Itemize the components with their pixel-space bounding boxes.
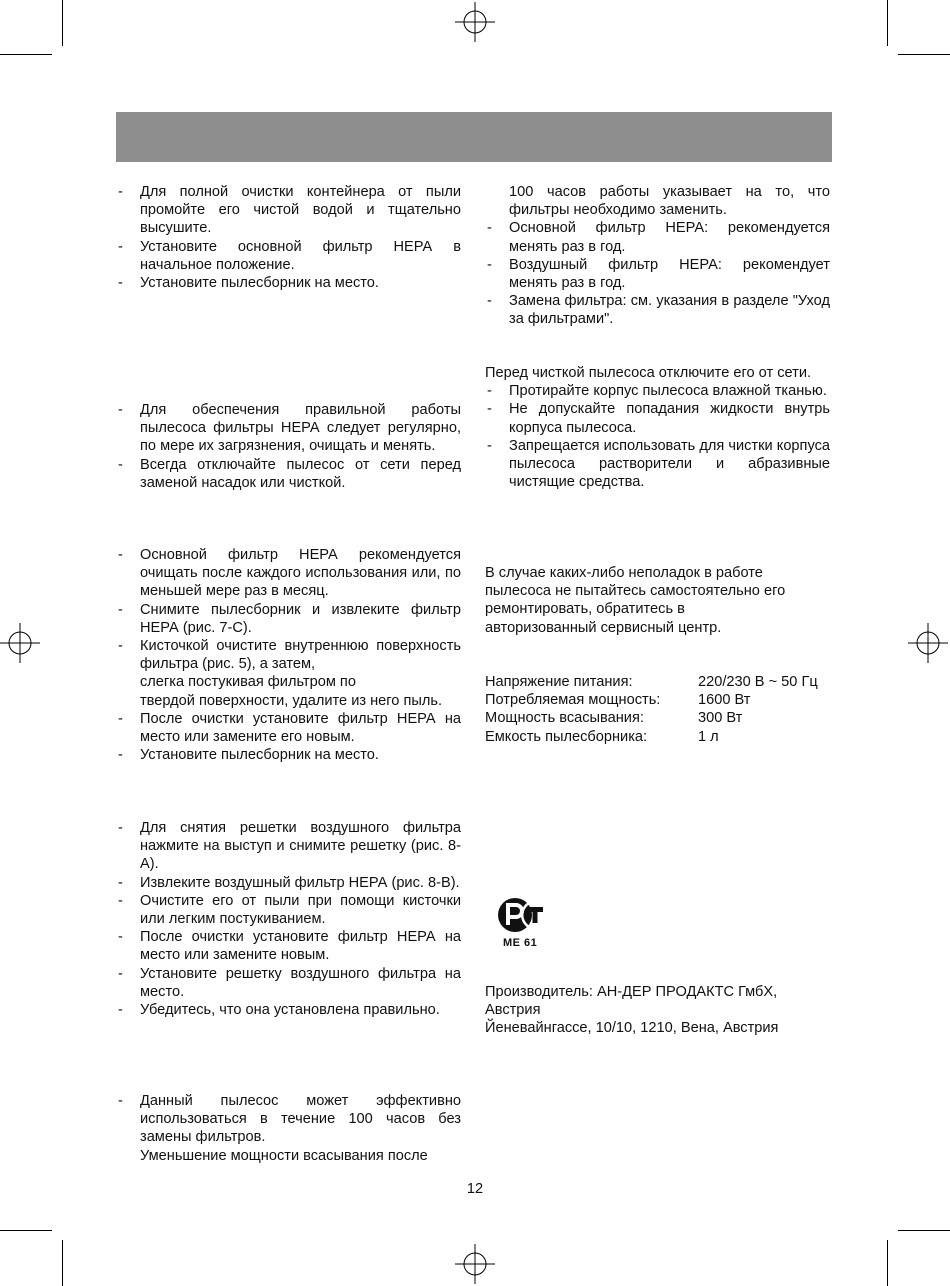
- list-item: - После очистки установите фильтр НЕРА на место или замените новым.: [116, 928, 461, 964]
- crop-mark: [898, 54, 950, 55]
- left-block-5: [116, 1092, 461, 1165]
- list-item-continuation: Уменьшение мощности всасывания после: [140, 1147, 428, 1164]
- crop-mark: [62, 1240, 63, 1286]
- text-line: авторизованный сервисный центр.: [485, 619, 722, 636]
- registration-mark-icon: [455, 1244, 495, 1284]
- header-banner: [116, 112, 832, 162]
- list-item: - Убедитесь, что она установлена правильно.: [116, 1001, 461, 1019]
- list-item: - Установите пылесборник на место.: [116, 274, 461, 292]
- registration-mark-icon: [0, 623, 40, 663]
- spec-label: Емкость пылесборника:: [485, 728, 648, 745]
- spec-label: Напряжение питания:: [485, 674, 633, 690]
- service-text: [485, 564, 830, 637]
- spec-label: Мощность всасывания:: [485, 710, 644, 727]
- rst-mark-icon: [497, 895, 545, 935]
- cert-code: ME 61: [503, 937, 538, 949]
- list-item: - Установите пылесборник на место.: [116, 746, 461, 764]
- list-item: - Очистите его от пыли при помощи кисточки или легким постукиванием.: [116, 892, 461, 928]
- list-item: - Не допускайте попадания жидкости внутрь корпуса пылесоса.: [485, 400, 830, 436]
- right-block-1: [485, 183, 830, 329]
- list-item: - Для снятия решетки воздушного фильтра нажмите на выступ и снимите решетку (рис. 8-А).: [116, 819, 461, 874]
- spec-value: 1 л: [698, 728, 719, 745]
- crop-mark: [0, 54, 52, 55]
- registration-mark-icon: [908, 623, 948, 663]
- list-item: - После очистки установите фильтр НЕРА на место или замените его новым.: [116, 710, 461, 746]
- list-item: - Основной фильтр НЕРА: рекомендуется менять раз в год.: [485, 219, 830, 255]
- list-item: - Установите решетку воздушного фильтра на место.: [116, 965, 461, 1001]
- list-item: - Замена фильтра: см. указания в разделе "Уход за фильтрами".: [485, 292, 830, 328]
- spec-row: [485, 728, 830, 746]
- certification-logo: [497, 895, 545, 953]
- list-item: - Установите основной фильтр НЕРА в начальное положение.: [116, 238, 461, 274]
- list-item-continuation: 100 часов работы указывает на то, что фильтры необходимо заменить.: [509, 184, 830, 219]
- left-block-4: [116, 819, 461, 1019]
- text-line: В случае каких-либо неполадок в работе: [485, 565, 763, 581]
- spec-value: 300 Вт: [698, 710, 743, 727]
- crop-mark: [898, 1230, 950, 1231]
- list-item: - Для обеспечения правильной работы пылесоса фильтры НЕРА следует регулярно, по мере их загрязнения, очищать и менять.: [116, 401, 461, 456]
- spec-row: [485, 691, 830, 709]
- spec-value: 220/230 В ~ 50 Гц: [698, 674, 818, 690]
- list-item: - Воздушный фильтр НЕРА: рекомендует менять раз в год.: [485, 256, 830, 292]
- crop-mark: [887, 1240, 888, 1286]
- list-item: - Основной фильтр НЕРА рекомендуется очищать после каждого использования или, по меньшей мере раз в месяц.: [116, 546, 461, 601]
- list-item-continuation: твердой поверхности, удалите из него пыль.: [140, 692, 443, 709]
- text-line: Йеневайнгассе, 10/10, 1210, Вена, Австрия: [485, 1020, 779, 1037]
- list-item-continuation: слегка постукивая фильтром по: [140, 674, 356, 691]
- list-item: - Запрещается использовать для чистки корпуса пылесоса растворители и абразивные чистящие средства.: [485, 437, 830, 492]
- text-line: ремонтировать, обратитесь в: [485, 601, 685, 618]
- spec-row: [485, 709, 830, 727]
- crop-mark: [887, 0, 888, 46]
- text-line: пылесоса не пытайтесь самостоятельно его: [485, 583, 786, 600]
- list-item: - Извлеките воздушный фильтр НЕРА (рис. 8-В).: [116, 874, 461, 892]
- crop-mark: [0, 1230, 52, 1231]
- right-block-2: [485, 364, 830, 491]
- spec-label: Потребляемая мощность:: [485, 692, 661, 709]
- left-block-3: [116, 546, 461, 764]
- text-line: Австрия: [485, 1002, 541, 1019]
- crop-mark: [62, 0, 63, 46]
- registration-mark-icon: [455, 2, 495, 42]
- page-number: 12: [466, 1181, 484, 1197]
- text-line: Производитель: АН-ДЕР ПРОДАКТС ГмбХ,: [485, 984, 778, 1000]
- spec-row: [485, 673, 830, 691]
- manufacturer-info: [485, 983, 845, 1038]
- left-block-1: [116, 183, 461, 292]
- list-item: - Всегда отключайте пылесос от сети перед заменой насадок или чисткой.: [116, 456, 461, 492]
- cleaning-intro: Перед чисткой пылесоса отключите его от сети.: [485, 365, 812, 381]
- spec-value: 1600 Вт: [698, 692, 751, 709]
- list-item: - Протирайте корпус пылесоса влажной тканью.: [485, 382, 830, 400]
- left-block-2: [116, 401, 461, 492]
- specifications-table: [485, 673, 830, 746]
- list-item: - Данный пылесос может эффективно использоваться в течение 100 часов без замены фильтров.: [116, 1092, 461, 1147]
- list-item: - Снимите пылесборник и извлеките фильтр НЕРА (рис. 7-С).: [116, 601, 461, 637]
- list-item: - Для полной очистки контейнера от пыли промойте его чистой водой и тщательно высушите.: [116, 183, 461, 238]
- list-item: - Кисточкой очистите внутреннюю поверхность фильтра (рис. 5), а затем,: [116, 637, 461, 673]
